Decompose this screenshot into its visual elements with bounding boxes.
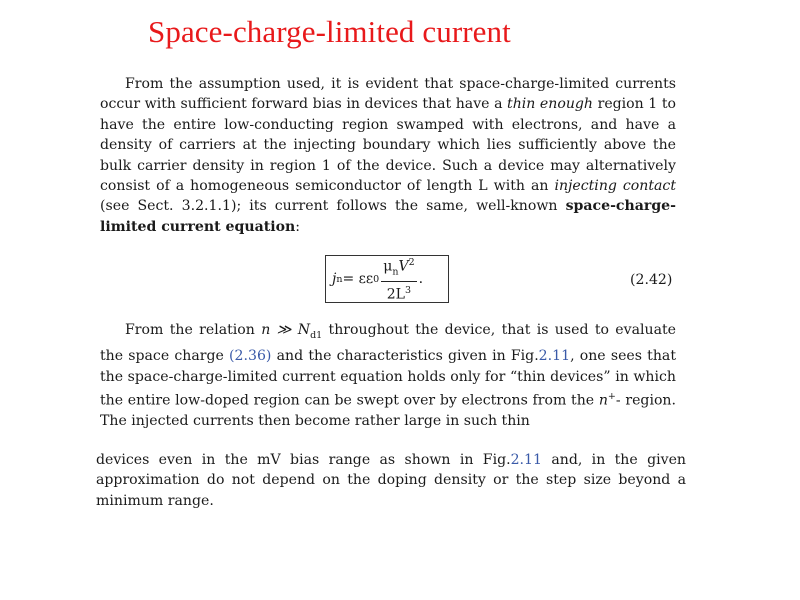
paragraph-assumption bbox=[100, 74, 676, 237]
figure-ref-link[interactable]: 2.11 bbox=[538, 348, 571, 365]
emphasis-injecting-contact: injecting contact bbox=[554, 178, 676, 195]
n-plus-sup: + bbox=[607, 391, 616, 403]
emphasis-thin-enough: thin enough bbox=[507, 96, 594, 113]
text: , one sees that the space-charge-limited current equation holds only for “thin devices” in which the entire low-doped region can be swept over by electrons from the bbox=[100, 348, 676, 409]
text: From the assumption used, it is evident that space-charge-limited currents occur with sufficient forward bias in devices that have a bbox=[100, 76, 676, 113]
relation-sub: d1 bbox=[310, 329, 323, 341]
n-plus: n bbox=[598, 392, 608, 409]
equation-number: (2.42) bbox=[630, 272, 673, 288]
equation-ref-link[interactable]: (2.36) bbox=[229, 348, 272, 365]
text: throughout the device, that is used to evaluate the space charge bbox=[100, 322, 677, 365]
eq-lhs-sub: n bbox=[336, 273, 343, 285]
eq-lhs: j bbox=[332, 271, 337, 287]
eq-period: . bbox=[418, 271, 424, 287]
text: and, in the given approximation do not depend on the doping density or the step size beyond a minimum range. bbox=[96, 452, 686, 509]
paragraph-relation bbox=[100, 320, 676, 432]
relation: n ≫ N bbox=[261, 322, 311, 338]
bold-sclc-equation: space-charge-limited current equation bbox=[100, 198, 676, 235]
paragraph-continuation bbox=[96, 450, 686, 511]
text: and the characteristics given in Fig. bbox=[271, 348, 539, 365]
text: - region. The injected currents then become rather large in such thin bbox=[100, 392, 676, 430]
figure-ref-link[interactable]: 2.11 bbox=[510, 452, 542, 468]
text: devices even in the mV bias range as shown in Fig. bbox=[96, 452, 511, 468]
text: From the relation bbox=[125, 322, 262, 338]
equation-box bbox=[325, 255, 449, 303]
eq-numerator: $\mu_nV^2$ bbox=[381, 254, 416, 282]
eq-eps-sub: 0 bbox=[373, 273, 380, 285]
text: (see Sect. 3.2.1.1); its current follows the same, well-known bbox=[100, 198, 566, 215]
text: : bbox=[295, 218, 300, 235]
text: region 1 to have the entire low-conducting region swamped with electrons, and have a density of carriers at the injecting boundary which lies sufficiently above the bulk carrier density in region 1 of the device. Such a device may alternatively consist of a homogeneous semiconductor of length L with an bbox=[100, 96, 676, 195]
eq-equals: = εε bbox=[342, 271, 374, 287]
eq-fraction bbox=[381, 254, 416, 304]
eq-denominator: $2L^3$ bbox=[386, 285, 412, 304]
slide-title: Space-charge-limited current bbox=[148, 14, 511, 49]
